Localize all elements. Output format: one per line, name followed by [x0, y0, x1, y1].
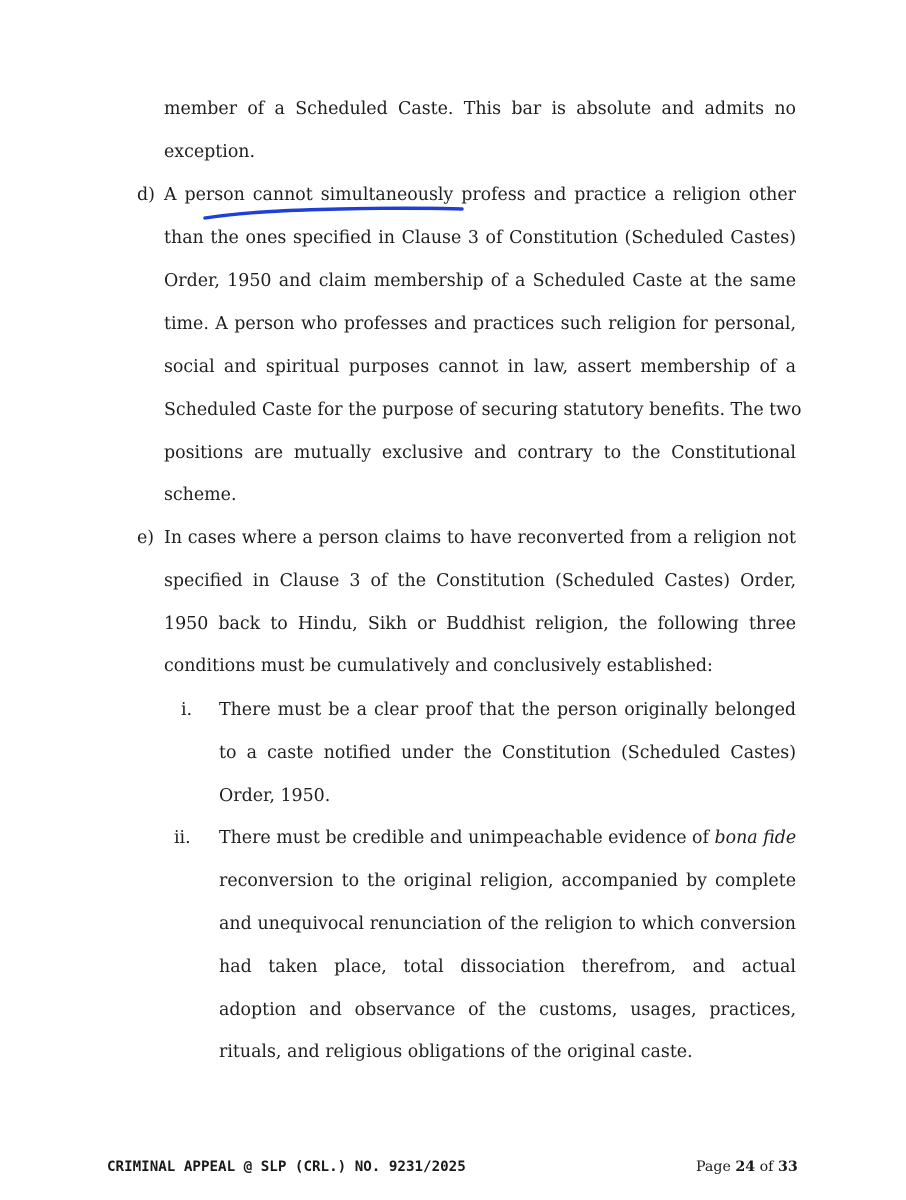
item-marker-d: d): [137, 185, 155, 205]
item-d-line: than the ones specified in Clause 3 of Constitution (Scheduled Castes): [164, 228, 796, 248]
item-e-line: In cases where a person claims to have reconverted from a religion not: [164, 528, 796, 548]
continuation-line: exception.: [164, 142, 256, 162]
item-d-line: Scheduled Caste for the purpose of securing statutory benefits. The two: [164, 400, 802, 420]
italic-term: bona fide: [714, 828, 797, 848]
item-e-line: specified in Clause 3 of the Constitution (Scheduled Castes) Order,: [164, 571, 796, 591]
subitem-i-line: to a caste notified under the Constitution (Scheduled Castes): [219, 743, 796, 763]
item-e-line: 1950 back to Hindu, Sikh or Buddhist religion, the following three: [164, 614, 796, 634]
continuation-line: member of a Scheduled Caste. This bar is absolute and admits no: [164, 99, 796, 119]
page-current: 24: [735, 1159, 756, 1175]
item-d-line: scheme.: [164, 485, 237, 505]
page-of: of: [759, 1159, 774, 1175]
subitem-marker-ii: ii.: [174, 828, 191, 848]
item-e-line: conditions must be cumulatively and conclusively established:: [164, 656, 713, 676]
subitem-ii-line: and unequivocal renunciation of the religion to which conversion: [219, 914, 796, 934]
page-word: Page: [696, 1159, 731, 1175]
subitem-ii-line: reconversion to the original religion, accompanied by complete: [219, 871, 796, 891]
item-d-line: time. A person who professes and practices such religion for personal,: [164, 314, 796, 334]
pen-underline-annotation: [200, 200, 470, 226]
subitem-ii-prefix: There must be credible and unimpeachable evidence of: [219, 828, 715, 848]
subitem-i-line: There must be a clear proof that the person originally belonged: [219, 700, 796, 720]
page-total: 33: [777, 1159, 798, 1175]
subitem-ii-line: had taken place, total dissociation therefrom, and actual: [219, 957, 796, 977]
item-marker-e: e): [137, 528, 155, 548]
item-d-line: positions are mutually exclusive and contrary to the Constitutional: [164, 443, 796, 463]
item-d-line: A person cannot simultaneously profess and practice a religion other: [164, 185, 796, 205]
case-reference: CRIMINAL APPEAL @ SLP (CRL.) NO. 9231/2025: [107, 1159, 466, 1175]
item-d-line: Order, 1950 and claim membership of a Scheduled Caste at the same: [164, 271, 796, 291]
page-number: [696, 1159, 798, 1175]
subitem-ii-line: adoption and observance of the customs, usages, practices,: [219, 1000, 796, 1020]
item-d-line: social and spiritual purposes cannot in law, assert membership of a: [164, 357, 796, 377]
subitem-marker-i: i.: [181, 700, 193, 720]
subitem-i-line: Order, 1950.: [219, 786, 331, 806]
subitem-ii-line: rituals, and religious obligations of the original caste.: [219, 1042, 693, 1062]
subitem-ii-line: [219, 830, 796, 847]
